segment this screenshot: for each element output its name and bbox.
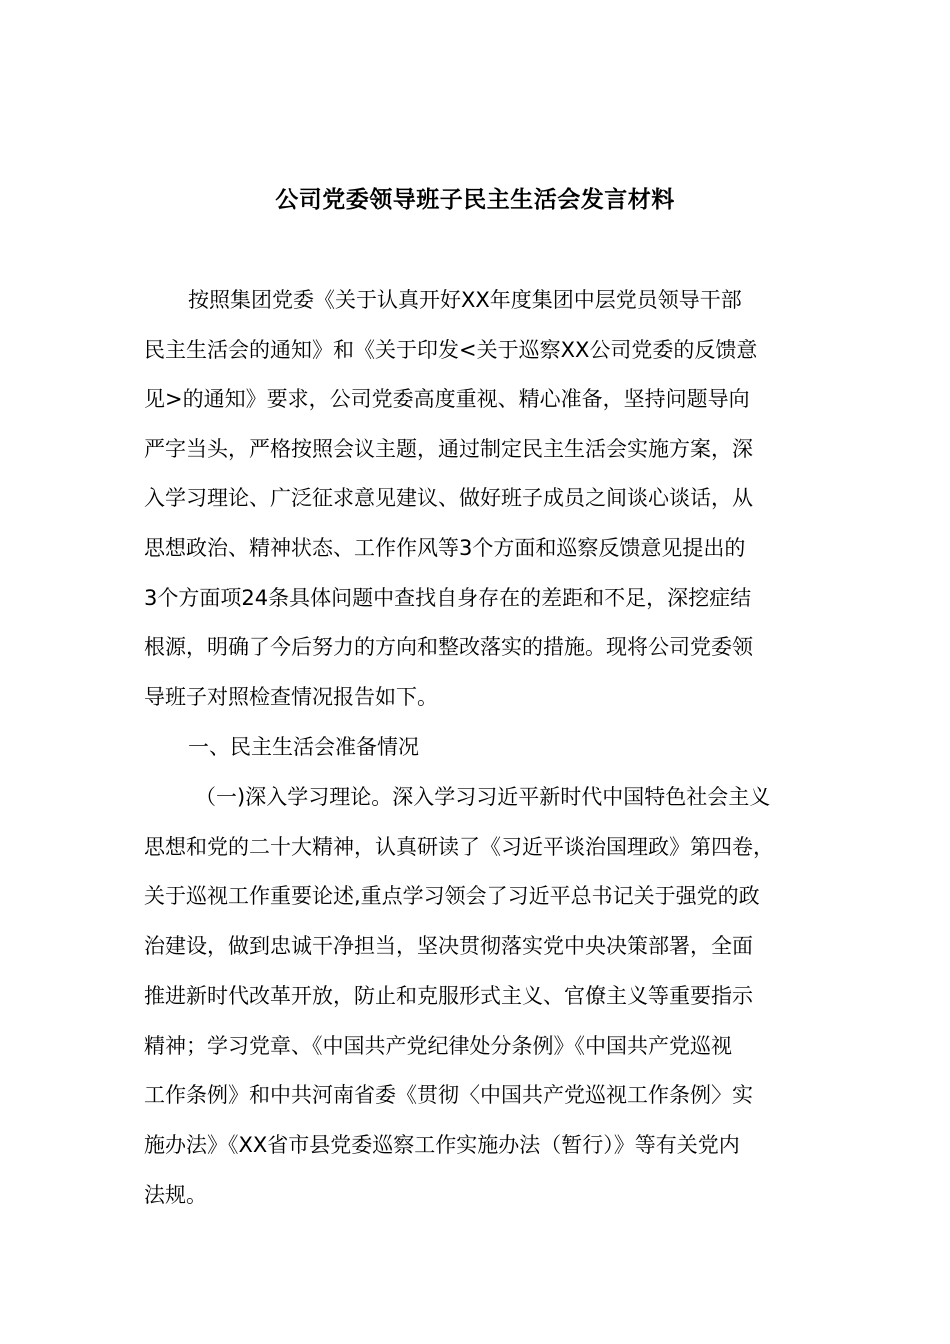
- paragraph-line: 治建设，做到忠诚干净担当，坚决贯彻落实党中央决策部署，全面: [144, 934, 753, 958]
- paragraph-line: 思想和党的二十大精神，认真研读了《习近平谈治国理政》第四卷，: [144, 835, 774, 859]
- paragraph-line: 3个方面项24条具体问题中查找自身存在的差距和不足，深挖症结: [144, 586, 752, 610]
- paragraph-line: 施办法》《XX省市县党委巡察工作实施办法（暂行）》等有关党内: [144, 1133, 740, 1157]
- paragraph-line: 根源，明确了今后努力的方向和整改落实的措施。现将公司党委领: [144, 635, 753, 659]
- paragraph-line: 精神；学习党章、《中国共产党纪律处分条例》《中国共产党巡视: [144, 1034, 732, 1058]
- paragraph-line: 法规。: [144, 1183, 207, 1207]
- paragraph-line: 思想政治、精神状态、工作作风等3个方面和巡察反馈意见提出的: [144, 536, 746, 560]
- paragraph-line: 入学习理论、广泛征求意见建议、做好班子成员之间谈心谈话，从: [144, 486, 753, 510]
- paragraph-line: 严字当头，严格按照会议主题，通过制定民主生活会实施方案，深: [144, 437, 753, 461]
- paragraph-line: 导班子对照检查情况报告如下。: [144, 685, 438, 709]
- paragraph-line: 关于巡视工作重要论述,重点学习领会了习近平总书记关于强党的政: [144, 884, 760, 908]
- section-heading: 一、民主生活会准备情况: [188, 735, 419, 759]
- paragraph-line: （一)深入学习理论。深入学习习近平新时代中国特色社会主义: [195, 785, 771, 809]
- paragraph-line: 按照集团党委《关于认真开好XX年度集团中层党员领导干部: [188, 288, 742, 312]
- paragraph-line: 工作条例》和中共河南省委《贯彻〈中国共产党巡视工作条例〉实: [144, 1083, 753, 1107]
- paragraph-line: 民主生活会的通知》和《关于印发<关于巡察XX公司党委的反馈意: [144, 338, 758, 362]
- paragraph-line: 推进新时代改革开放，防止和克服形式主义、官僚主义等重要指示: [144, 984, 753, 1008]
- document-title: 公司党委领导班子民主生活会发言材料: [275, 187, 675, 213]
- paragraph-line: 见>的通知》要求，公司党委高度重视、精心准备，坚持问题导向: [144, 387, 750, 411]
